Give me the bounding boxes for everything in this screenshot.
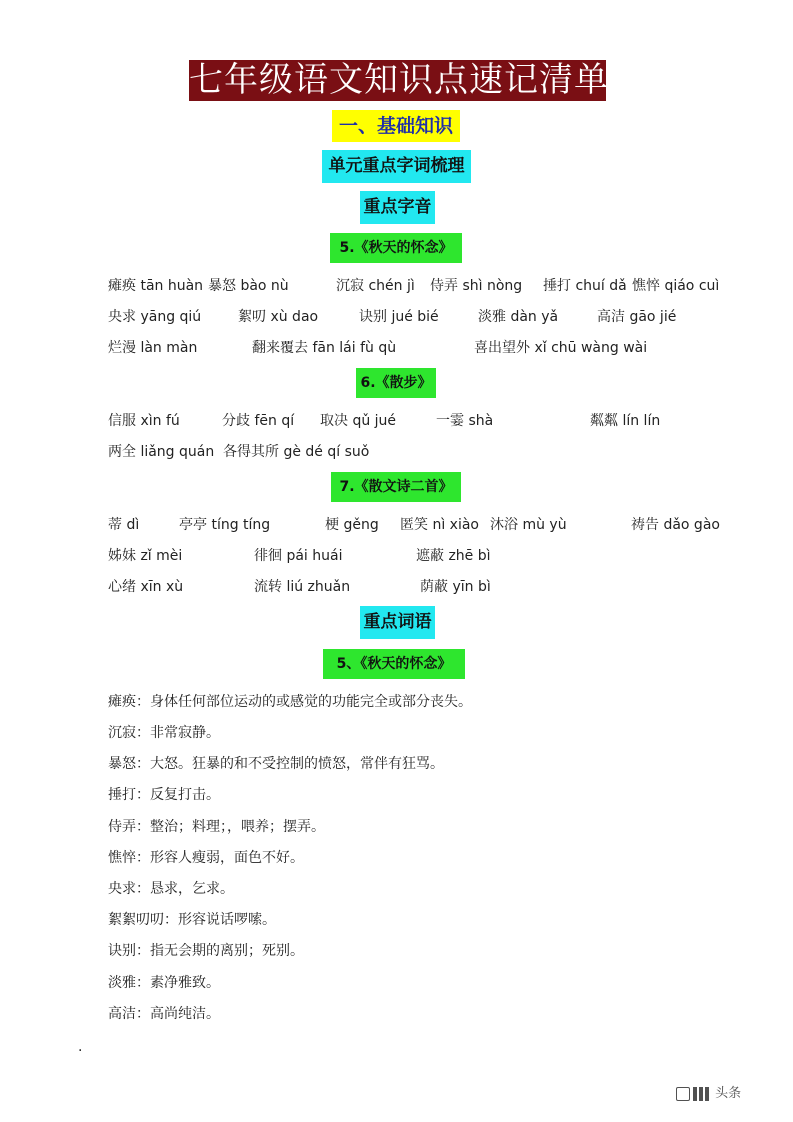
watermark <box>676 1083 776 1105</box>
definition-item: 瘫痪：身体任何部位运动的或感觉的功能完全或部分丧失。 <box>108 694 472 710</box>
pron-item: 粼粼 lín lín <box>590 413 661 429</box>
definition-item: 淡雅：素净雅致。 <box>108 975 220 991</box>
definition-item: 絮絮叨叨：形容说话啰嗦。 <box>108 912 276 928</box>
pron-item: 荫蔽 yīn bì <box>420 579 491 595</box>
definition-item: 憔悴：形容人瘦弱，面色不好。 <box>108 850 304 866</box>
pron-item: 取决 qǔ jué <box>320 413 397 429</box>
lesson-5-heading: 5.《秋天的怀念》 <box>330 233 462 263</box>
document-title: 七年级语文知识点速记清单 <box>189 60 609 100</box>
pron-item: 徘徊 pái huái <box>254 548 343 564</box>
pron-item: 各得其所 gè dé qí suǒ <box>223 444 370 460</box>
lesson-7-heading: 7.《散文诗二首》 <box>331 472 461 502</box>
watermark-bar-icon <box>693 1087 697 1101</box>
pron-item: 诀别 jué bié <box>359 309 439 325</box>
watermark-bar-icon <box>705 1087 709 1101</box>
pron-item: 絮叨 xù dao <box>238 309 319 325</box>
lesson-6-heading: 6.《散步》 <box>356 368 436 398</box>
pron-item: 心绪 xīn xù <box>108 579 184 595</box>
pron-item: 匿笑 nì xiào <box>400 517 479 533</box>
watermark-logo-icon <box>676 1087 690 1101</box>
pron-item: 蒂 dì <box>108 517 140 533</box>
pron-item: 沉寂 chén jì <box>336 278 415 294</box>
definition-item: 央求：恳求，乞求。 <box>108 881 234 897</box>
definition-item: 侍弄：整治；料理；，喂养；摆弄。 <box>108 819 325 835</box>
pron-item: 祷告 dǎo gào <box>631 517 720 533</box>
watermark-bar-icon <box>699 1087 703 1101</box>
watermark-text: 头条 <box>715 1086 742 1101</box>
pron-item: 瘫痪 tān huàn <box>108 278 204 294</box>
pron-item: 一霎 shà <box>436 413 494 429</box>
pron-item: 姊妹 zǐ mèi <box>108 548 183 564</box>
pron-item: 遮蔽 zhē bì <box>416 548 491 564</box>
definition-item: 沉寂：非常寂静。 <box>108 725 220 741</box>
pron-item: 分歧 fēn qí <box>222 413 295 429</box>
pron-item: 淡雅 dàn yǎ <box>478 309 559 325</box>
definition-item: 捶打：反复打击。 <box>108 787 220 803</box>
pron-item: 高洁 gāo jié <box>597 309 677 325</box>
pron-item: 两全 liǎng quán <box>108 444 215 460</box>
pron-item: 亭亭 tíng tíng <box>179 517 271 533</box>
pron-item: 央求 yāng qiú <box>108 309 202 325</box>
pron-item: 捶打 chuí dǎ <box>543 278 627 294</box>
pron-item: 信服 xìn fú <box>108 413 180 429</box>
lesson-5-words-heading: 5、《秋天的怀念》 <box>323 649 465 679</box>
pron-item: 沐浴 mù yù <box>490 517 567 533</box>
pron-item: 喜出望外 xǐ chū wàng wài <box>474 340 648 356</box>
pron-item: 翻来覆去 fān lái fù qù <box>252 340 397 356</box>
section-heading-basic-knowledge: 一、基础知识 <box>332 110 460 142</box>
pron-item: 暴怒 bào nù <box>208 278 289 294</box>
definition-item: 诀别：指无会期的离别；死别。 <box>108 943 304 959</box>
unit-words-heading: 单元重点字词梳理 <box>322 150 471 183</box>
pron-item: 梗 gěng <box>325 517 379 533</box>
pron-item: 流转 liú zhuǎn <box>254 579 351 595</box>
pronunciation-heading: 重点字音 <box>360 191 435 224</box>
pron-item: 侍弄 shì nòng <box>430 278 523 294</box>
pron-item: 烂漫 làn màn <box>108 340 198 356</box>
stray-mark: . <box>78 1039 83 1055</box>
definition-item: 暴怒：大怒。狂暴的和不受控制的愤怒，常伴有狂骂。 <box>108 756 444 772</box>
definition-item: 高洁：高尚纯洁。 <box>108 1006 220 1022</box>
key-words-heading: 重点词语 <box>360 606 435 639</box>
pron-item: 憔悴 qiáo cuì <box>632 278 720 294</box>
